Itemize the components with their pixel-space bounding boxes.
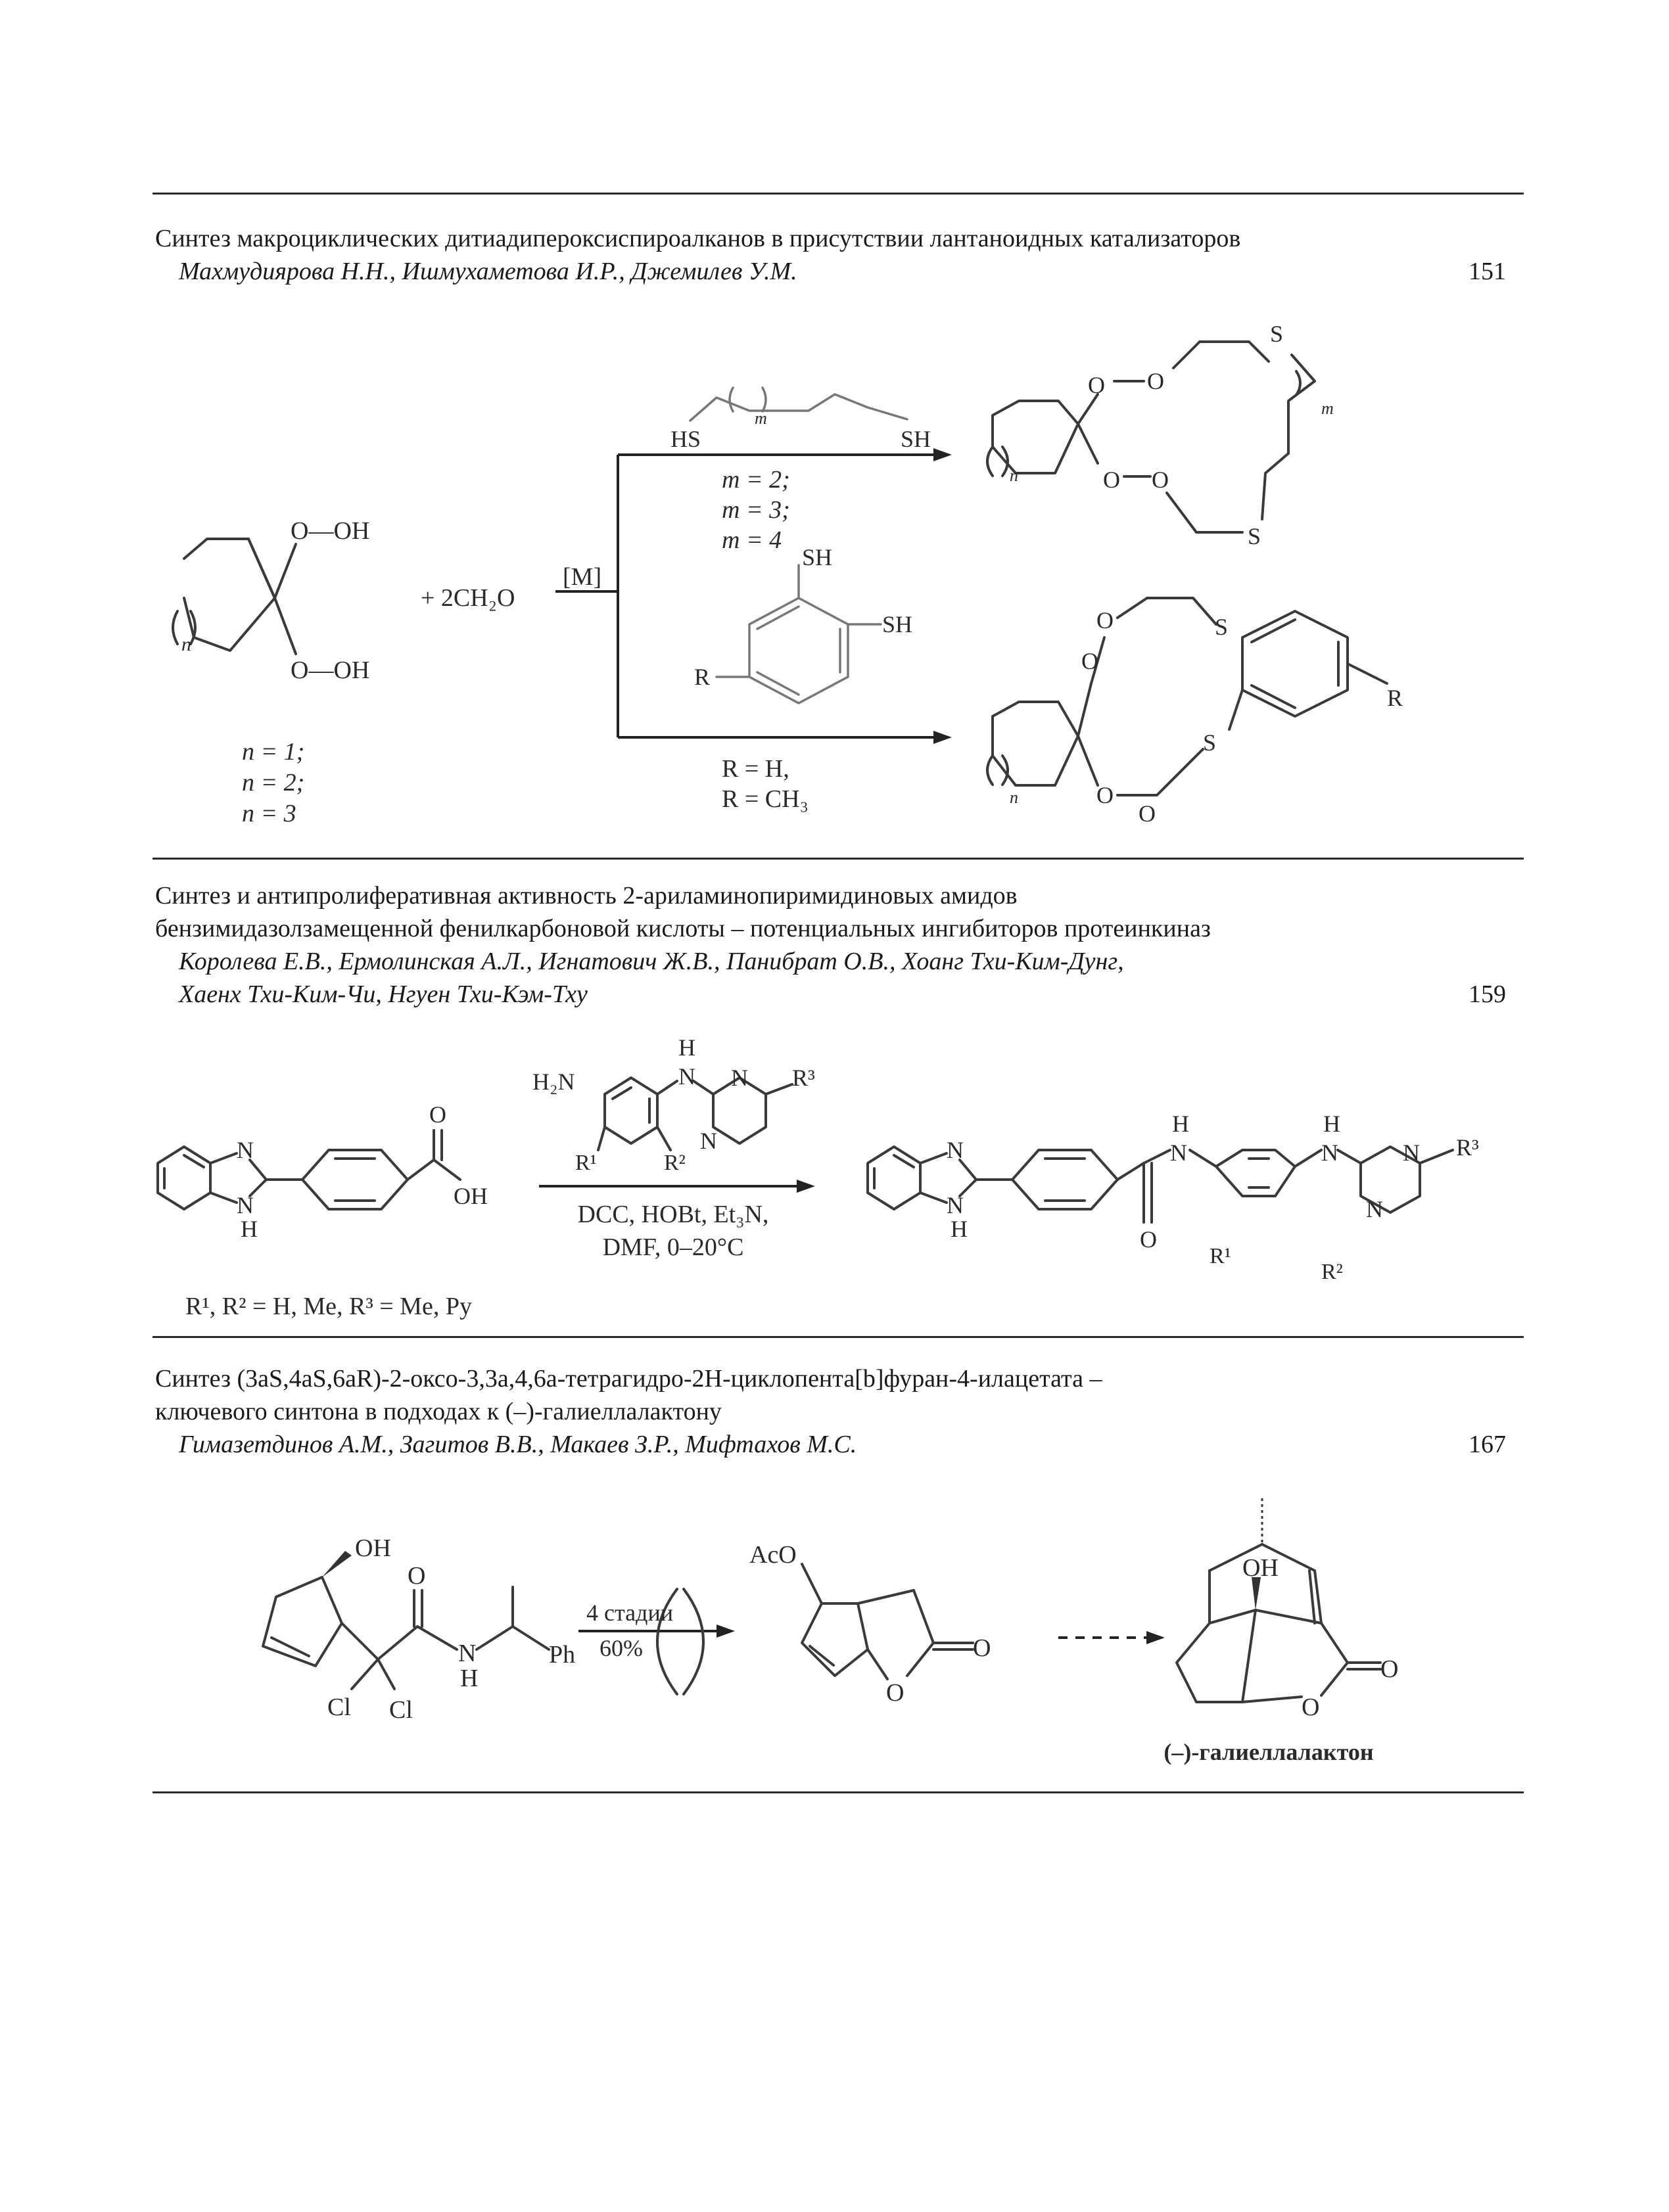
divider-rule-1 xyxy=(153,858,1524,860)
ring-size-n: n xyxy=(181,634,191,655)
article-3-title-line-1[interactable]: Синтез (3aS,4aS,6aR)-2-оксо-3,3a,4,6a-тетрагидро-2H-циклопента[b]фуран-4-илацетата – xyxy=(155,1365,1102,1393)
lactone-carbonyl-o: O xyxy=(973,1634,991,1662)
acid-imidazole-nh: N xyxy=(237,1192,254,1218)
arene-r: R xyxy=(694,664,711,690)
article-3-authors: Гимазетдинов А.М., Загитов В.В., Макаев З.Р., Мифтахов М.С. xyxy=(179,1431,857,1458)
r-value-1: R = H, xyxy=(722,755,789,783)
r-value-2: R = CH₃ xyxy=(722,785,809,813)
amine-r3: R³ xyxy=(792,1065,815,1091)
dithiol-hs: HS xyxy=(670,426,701,452)
amine-pyrimidine-n2: N xyxy=(700,1128,717,1154)
product-1-o1: O xyxy=(1088,372,1105,398)
sm-chlorine-1: Cl xyxy=(327,1694,351,1721)
aminopyrimidine-amine-structure xyxy=(532,1034,815,1175)
n-value-2: n = 2; xyxy=(242,769,305,796)
macrocycle-product-1 xyxy=(987,321,1334,549)
amine-bridge-n: N xyxy=(678,1063,695,1090)
aminopyrimidine-amide-product xyxy=(868,1111,1479,1284)
article-2-title-line-1[interactable]: Синтез и антипролиферативная активность 2-ариламинопиримидиновых амидов xyxy=(155,882,1018,910)
article-2-scheme xyxy=(145,1032,1525,1334)
product-2-r: R xyxy=(1387,685,1403,711)
top-rule xyxy=(153,193,1524,195)
m-value-2: m = 3; xyxy=(722,496,790,524)
hydroperoxide-oh-top: O—OH xyxy=(291,517,370,545)
step-count: 4 стадии xyxy=(586,1600,673,1626)
formaldehyde-reagent: + 2CH₂O xyxy=(421,584,515,612)
catalyst-label: [M] xyxy=(563,563,602,591)
amine-h2n: H₂N xyxy=(532,1069,575,1095)
acid-imidazole-n: N xyxy=(237,1137,254,1163)
amine-bridge-h: H xyxy=(678,1034,695,1061)
product-amide-h: H xyxy=(1172,1111,1189,1137)
benzimidazole-acid-structure xyxy=(158,1101,488,1242)
product-imidazole-h: H xyxy=(951,1216,968,1242)
product-1-m: m xyxy=(1321,399,1334,418)
conditions-line-1: DCC, HOBt, Et₃N, xyxy=(577,1201,769,1228)
product-2-o3: O xyxy=(1096,782,1114,808)
chiral-amide-structure xyxy=(263,1534,575,1724)
product-2-n: n xyxy=(1010,788,1018,807)
article-3-scheme xyxy=(145,1492,1525,1781)
sm-carbonyl-o: O xyxy=(408,1562,426,1590)
divider-rule-2 xyxy=(153,1336,1524,1338)
product-1-o4: O xyxy=(1152,467,1169,493)
product-bridge-n: N xyxy=(1321,1140,1338,1166)
product-1-s2: S xyxy=(1248,523,1261,549)
amine-r2: R² xyxy=(664,1151,686,1175)
overall-yield: 60% xyxy=(599,1635,643,1661)
arene-sh-top: SH xyxy=(802,544,833,570)
lactone-acetoxy: AcO xyxy=(749,1541,797,1569)
product-1-n: n xyxy=(1010,466,1018,485)
sm-chlorine-2: Cl xyxy=(389,1696,413,1724)
m-value-1: m = 2; xyxy=(722,466,790,494)
n-value-3: n = 3 xyxy=(242,800,296,827)
dithiol-sh: SH xyxy=(901,426,931,452)
product-2-s2: S xyxy=(1203,729,1217,756)
sm-amide-h: H xyxy=(460,1665,479,1692)
hydroperoxide-structure xyxy=(173,517,369,684)
article-3-title-line-2[interactable]: ключевого синтона в подходах к (–)-галиеллалактону xyxy=(155,1398,722,1425)
product-r1: R¹ xyxy=(1210,1244,1231,1268)
acid-imidazole-h: H xyxy=(241,1216,258,1242)
lactone-ring-o: O xyxy=(886,1679,905,1707)
article-2-page-number[interactable]: 159 xyxy=(1469,980,1506,1008)
n-value-1: n = 1; xyxy=(242,738,305,766)
product-2-s1: S xyxy=(1215,614,1229,640)
bicyclic-lactone-structure xyxy=(749,1541,991,1707)
arene-sh-right: SH xyxy=(882,611,913,637)
sm-amide-n: N xyxy=(458,1640,477,1667)
product-2-o2: O xyxy=(1096,607,1114,634)
m-value-3: m = 4 xyxy=(722,526,782,554)
article-1-authors: Махмудиярова Н.Н., Ишмухаметова И.Р., Джемилев У.М. xyxy=(179,258,797,285)
product-carbonyl-o: O xyxy=(1140,1226,1157,1253)
product-pyrimidine-n2: N xyxy=(1366,1196,1383,1222)
dithiol-m: m xyxy=(755,409,767,428)
bottom-rule xyxy=(153,1791,1524,1793)
product-1-o2: O xyxy=(1147,368,1164,394)
product-2-o1: O xyxy=(1081,648,1098,674)
product-1-s1: S xyxy=(1270,321,1284,347)
article-2-authors-line-2: Хаенх Тхи-Ким-Чи, Нгуен Тхи-Кэм-Тху xyxy=(179,980,588,1008)
acid-carbonyl-o: O xyxy=(429,1101,446,1128)
product-r3: R³ xyxy=(1456,1134,1479,1161)
substituent-definitions: R¹, R² = H, Me, R³ = Me, Py xyxy=(185,1293,472,1320)
target-hydroxyl: OH xyxy=(1242,1554,1279,1582)
article-3-page-number[interactable]: 167 xyxy=(1469,1431,1506,1458)
product-1-o3: O xyxy=(1103,467,1120,493)
product-imidazole-n: N xyxy=(947,1137,964,1163)
amine-pyrimidine-n1: N xyxy=(731,1065,748,1091)
target-ring-o: O xyxy=(1302,1694,1320,1721)
article-2-authors-line-1: Королева Е.В., Ермолинская А.Л., Игнатович Ж.В., Панибрат О.В., Хоанг Тхи-Ким-Дунг, xyxy=(179,948,1124,975)
product-2-o4: O xyxy=(1139,800,1156,827)
product-r2: R² xyxy=(1321,1260,1343,1284)
article-2-title-line-2[interactable]: бензимидазолзамещенной фенилкарбоновой кислоты – потенциальных ингибиторов протеинкиназ xyxy=(155,915,1211,942)
hydroperoxide-oh-bottom: O—OH xyxy=(291,657,370,684)
sm-hydroxyl: OH xyxy=(355,1534,391,1562)
product-pyrimidine-n1: N xyxy=(1403,1140,1420,1166)
article-1-title[interactable]: Синтез макроциклических дитиадипероксиспироалканов в присутствии лантаноидных катализаторов xyxy=(155,225,1241,252)
sm-phenyl: Ph xyxy=(549,1641,576,1669)
article-1-scheme xyxy=(145,309,1525,854)
product-bridge-h: H xyxy=(1323,1111,1340,1137)
target-carbonyl-o: O xyxy=(1380,1655,1399,1683)
conditions-line-2: DMF, 0–20°C xyxy=(602,1233,744,1261)
product-amide-n: N xyxy=(1170,1140,1187,1166)
macrocycle-product-2 xyxy=(987,598,1403,827)
product-imidazole-nh: N xyxy=(947,1192,964,1218)
acid-oh: OH xyxy=(454,1183,488,1209)
article-1-page-number[interactable]: 151 xyxy=(1469,258,1506,285)
galiellalactone-structure xyxy=(1177,1498,1398,1721)
amine-r1: R¹ xyxy=(575,1151,597,1175)
arenedithiol-structure xyxy=(694,544,912,703)
target-compound-name: (–)-галиеллалактон xyxy=(1164,1739,1374,1765)
alkanedithiol-structure xyxy=(670,388,931,452)
